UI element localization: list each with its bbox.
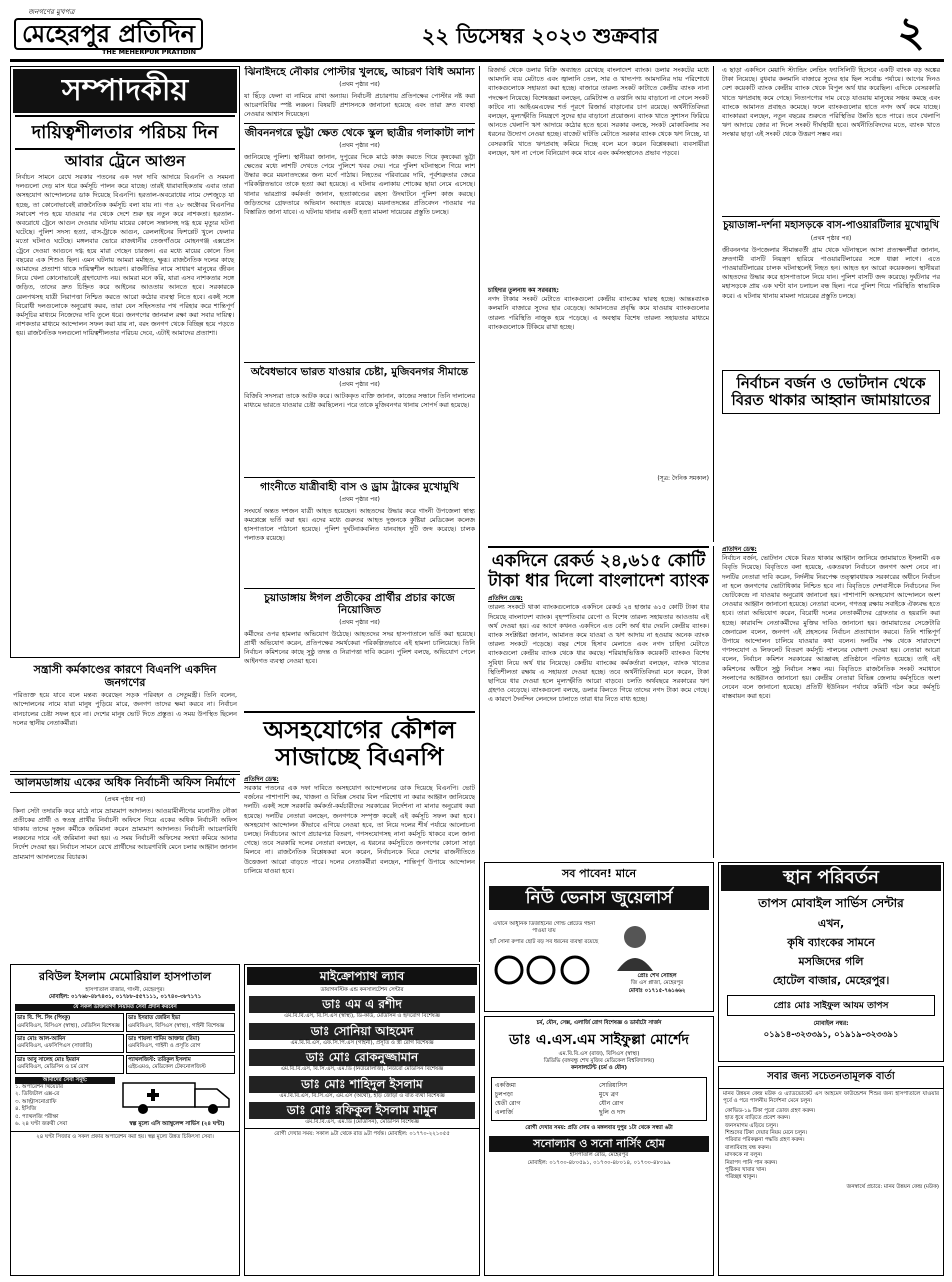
awareness-item: পরিবার পরিকল্পনা পদ্ধতি গ্রহণ করুন। <box>725 1137 805 1144</box>
ad-awareness-intro: মানব উন্নয়ন কেন্দ্র মউক ও এ্যাডভোকেট এস আহমেদ ফাউন্ডেশন শিশুর জন্য হাসপাতালে যাওয়ার পূর্বে ও পরে পালনীয় নির্দেশনা মেনে চলুন। <box>723 1091 939 1105</box>
ad-hospital-footer: ২৪ ঘণ্টা সিজার ও সকল প্রকার অপারেশন করা হয়। স্বল্প মূল্যে উন্নত চিকিৎসা সেবা। <box>11 1131 239 1143</box>
story-border-title: অবৈধভাবে ভারত যাওয়ার চেষ্টা, মুজিবনগর সীমান্তে <box>250 365 469 378</box>
story-bank-byline: প্রতিদিন ডেস্ক: <box>488 595 523 603</box>
editorial-body: নির্বাচন সামনে রেখে সরকার পতনের এক দফা দাবি আদায়ে বিএনপি ও সমমনা দলগুলো দেড় মাস ধরে কর্মসূচি পালন করে যাচ্ছে। তারই ধারাবাহিকতায় এবার তারা অসহযোগ আন্দোলনের ডাক দিয়েছে বিএনপি। হরতাল-অবরোধের নামে দেশজুড়ে যা হচ্ছে, তা কোনোভাবেই রাজনৈতিক কর্মসূচি বলা যায় না। গত ২৮ অক্টোবর বিএনপির সমাবেশ পণ্ড হয়ে যাওয়ার পর থেকে দেশে শুরু হয় নতুন করে নাশকতা। হরতাল-অবরোধে ট্রেনে আগুন দেওয়ার ঘটনায় মায়ের কোলে সন্তানসহ দগ্ধ হয়ে মৃত্যুর ঘটনা ঘটেছে। পুলিশ সদস্য হত্যা, বাস-ট্রাকে আগুন, রেললাইনের ফিশপ্লেট খুলে ফেলার মতো ঘটনাও ঘটেছে। মঙ্গলবার ভোরে রাজধানীর তেজগাঁওয়ে মোহনগঞ্জ এক্সপ্রেস ট্রেনে দেওয়া আগুনে দগ্ধ হয়ে মারা গেছেন চারজন। এর মধ্যে মায়ের কোলে তিন বছরের এক শিশুও ছিল। এমন ঘটনায় আমরা মর্মাহত, ক্ষুব্ধ। রাজনৈতিক দলের কাছে আমাদের প্রত্যাশা থাকে দায়িত্বশীল আচরণ। রাজনীতির নামে সাধারণ মানুষের জীবন নিয়ে খেলা কোনোভাবেই গ্রহণযোগ্য নয়। আমরা মনে করি, যারা এসব নাশকতার সঙ্গে জড়িত, তাদের দ্রুত চিহ্নিত করে আইনের আওতায় আনতে হবে। সরকারকে রেলপথসহ যাত্রী নিরাপত্তা নিশ্চিত করতে আরো কঠোর ব্যবস্থা নিতে হবে। একই সঙ্গে বিরোধী দলগুলোকে অনুরোধ করব, তারা যেন সহিংসতার পথ পরিহার করে শান্তিপূর্ণ কর্মসূচির মাধ্যমে নিজেদের দাবি তুলে ধরে। জনগণের জানমাল রক্ষা করা সবার দায়িত্ব। নাশকতার মাধ্যমে আন্দোলন সফল করা যায় না, বরং জনগণ থেকে বিচ্ছিন্ন হয়ে পড়তে হয়। রাজনৈতিক দলগুলো দায়িত্বশীলতার পরিচয় দেবে, এটাই আমাদের প্রত্যাশা। <box>16 172 234 338</box>
story-bank-cont-body2: নগদ টাকার সংকট মেটাতে ব্যাংকগুলো কেন্দ্রীয় ব্যাংকের দ্বারস্থ হচ্ছে। আন্তঃব্যাংক কলমানি বাজারে সুদের হার বেড়েছে। আমানতের প্রবৃদ্ধি কমে যাওয়ায় ব্যাংকগুলোর তারল্য পরিস্থিতি নাজুক হয়ে পড়েছে। এ অবস্থায় বিশেষ তারল্য সহায়তার মাধ্যমে ব্যাংকগুলোকে টিকিয়ে রাখা হচ্ছে। <box>488 295 709 331</box>
lab-doctor-name: ডাঃ মোঃ শাহিদুল ইসলাম <box>249 1076 475 1093</box>
ad-skin-name: ডাঃ এ.এস.এম সাইফুল্লা মোর্শেদ <box>509 1032 689 1049</box>
lab-doctor-info: এম.বি.বি.এস, বি.সি.এস, এম.এস (অর্থো), হাড় জোড়া ও বাত ব্যথা বিশেষজ্ঞ <box>279 1092 445 1099</box>
ad-jewellery-phone: মোবাঃ ০১৭১৫-৭৬১৬৬২ <box>628 987 686 994</box>
treatment-item: শ্বেতী রোগ <box>495 1099 521 1107</box>
story-bank-main <box>484 546 714 858</box>
doctor-card <box>15 1034 124 1053</box>
story-ganti-body: সংঘর্ষে অন্তত দশজন যাত্রী আহত হয়েছেন। আহতদের উদ্ধার করে গাংনী উপজেলা স্বাস্থ্য কমপ্লেক্সে ভর্তি করা হয়। এদের মধ্যে গুরুতর আহত দুজনকে কুষ্টিয়া মেডিকেল কলেজ হাসপাতালে পাঠানো হয়েছে। পুলিশ দুর্ঘটনাকবলিত যানবাহন দুটি জব্দ করেছে। চালক পলাতক রয়েছে। <box>244 506 475 543</box>
treatment-item: এলার্জি <box>495 1108 513 1116</box>
column-three <box>484 66 714 542</box>
lab-doctor-name: ডাঃ মোঃ রোকনুজ্জামান <box>249 1049 475 1066</box>
awareness-item: শিশুদের টিকা দেয়ার নিয়ম মেনে চলুন। <box>725 1130 808 1137</box>
lab-doctor-info: এম.বি.বি.এস, এম.ডি (মেডিসিন), মেডিসিন বিশেষজ্ঞ <box>305 1119 419 1126</box>
treatment-item: চুলপড়া <box>495 1090 513 1098</box>
story-bank-cont-body: রিজার্ভ থেকে ডলার বিক্রি অব্যাহত রেখেছে বাংলাদেশ ব্যাংক। ডলার সংকটের মধ্যে আমদানি ব্যয় মেটাতে এবং জ্বালানি তেল, সার ও খাদ্যপণ্য আমদানির দায় পরিশোধে ব্যাংকগুলোকে সহায়তা করা হচ্ছে। বাজারে তারল্য সংকট কাটাতে কেন্দ্রীয় ব্যাংক নানা পদক্ষেপ নিয়েছে। বিশেষজ্ঞরা বলছেন, রেমিট্যান্স ও রপ্তানি আয় বাড়ানো না গেলে সংকট কাটবে না। আইএমএফের শর্ত পূরণে রিজার্ভ বাড়ানোর চাপ রয়েছে। অর্থনীতিবিদরা বলছেন, মূল্যস্ফীতি নিয়ন্ত্রণে সুদের হার বাড়ানো প্রয়োজন। ব্যাংক খাতে সুশাসন ফিরিয়ে আনতে খেলাপি ঋণ আদায়ে কঠোর হতে হবে। সরকার বলছে, সংকট মোকাবিলায় সব ধরনের উদ্যোগ নেওয়া হচ্ছে। বাজেট ঘাটতি মেটাতে সরকার ব্যাংক থেকে ঋণ নিচ্ছে, যা বেসরকারি খাতে ঋণপ্রবাহ কমিয়ে দিচ্ছে বলে মনে করেন বিশ্লেষকরা। ব্যবসায়ীরা বলছেন, ঋণ না পেলে বিনিয়োগ কমে যাবে এবং কর্মসংস্থানেও প্রভাব পড়বে। <box>488 66 709 157</box>
awareness-item: পরিচ্ছন্ন থাকুন। <box>725 1174 758 1181</box>
story-border-continued: (প্রথম পৃষ্ঠার পর) <box>339 380 380 388</box>
ad-hospital-address: হাসপাতাল বাজার, গাংনী, মেহেরপুর। <box>85 987 165 993</box>
ad-lab-footer: রোগী দেখার সময়: সকাল ৯টা থেকে রাত ৯টা পর্যন্ত। মোবাইল: ০১৭৭০-২২১০৫৫ <box>245 1128 479 1140</box>
ad-hospital-phone: মোবাইল: ০১৭৬৮-৪৮৭৪৩১, ০১৭৮৮-৫৫৭১১১, ০১৭৪০-৩৮৭১৭১ <box>48 994 202 1001</box>
story-jibannagar <box>244 124 475 363</box>
ad-relocation <box>718 862 944 1062</box>
treatment-item: যৌন রোগ <box>599 1099 624 1107</box>
ad-skin-role: কনসালটেন্ট (চর্ম ও যৌন) <box>571 1065 627 1072</box>
editorial-title: দায়িত্বশীলতার পরিচয় দিন <box>15 115 235 150</box>
story-bus-title: চুয়াডাঙ্গা-দর্শনা মহাসড়কে বাস-পাওয়ারটিলার মুখোমুখি <box>723 220 939 231</box>
awareness-item: কোভিড-১৯ টিকা পুরো ডোজ গ্রহণ করুন। <box>725 1107 816 1114</box>
service-item: ৫. প্যাথলজি পরীক্ষা <box>15 1113 59 1120</box>
ad-skin-hospital-addr: হাসপাতাল রোড, মেহেরপুর <box>569 1152 629 1159</box>
ad-skin-schedule: রোগী দেখার সময়: প্রতি সোম ও মঙ্গলবার দুপুর ১টা থেকে সন্ধ্যা ৬টা <box>525 1124 673 1131</box>
story-alamdanga <box>10 774 240 960</box>
lab-doctor-name: ডাঃ এম এ রশীদ <box>249 996 475 1013</box>
page-number: ২ <box>897 7 925 56</box>
editorial-column <box>10 66 240 658</box>
lab-doctor <box>249 1076 475 1100</box>
masthead-name-en: THE MEHERPUR PRATIDIN <box>102 48 197 56</box>
story-alamdanga-title: আলমডাঙ্গায় একের অধিক নির্বাচনী অফিস নির্মাণে <box>10 774 240 793</box>
story-chuadanga-title: চুয়াডাঙ্গায় ঈগল প্রতীকের প্রার্থীর প্রচার কাজে নিয়োজিত <box>264 591 455 616</box>
story-jamaat-title <box>722 370 940 415</box>
ad-lab-subtitle: ডায়াগনস্টিক এন্ড কনসালটেশন সেন্টার <box>320 987 404 993</box>
story-jamaat-body: নির্বাচন বর্জন, ভোটদান থেকে বিরত থাকার আহ্বান জানিয়ে জামায়াতে ইসলামী এক বিবৃতি দিয়েছে। বিবৃতিতে বলা হয়েছে, একতরফা নির্বাচনে জনগণ অংশ নেবে না। দলটির নেতারা দাবি করেন, নির্দলীয় নিরপেক্ষ তত্ত্বাবধায়ক সরকারের অধীনে নির্বাচন না হলে জনগণের ভোটাধিকার নিশ্চিত হবে না। বিবৃতিতে দেশবাসীকে নির্বাচনের দিন ভোটকেন্দ্রে না যাওয়ার অনুরোধ জানানো হয়। পাশাপাশি অসহযোগ আন্দোলনে অংশ নেওয়ার আহ্বান জানানো হয়েছে। নেতারা বলেন, গণতন্ত্র রক্ষায় সবাইকে ঐক্যবদ্ধ হতে হবে। তারা অভিযোগ করেন, বিরোধী দলের নেতাকর্মীদের গ্রেফতার ও হয়রানি করা হচ্ছে। কারাবন্দি নেতাকর্মীদের মুক্তির দাবিও জানানো হয়। জামায়াতের সেক্রেটারি জেনারেল বলেন, জনগণ এই প্রহসনের নির্বাচন প্রত্যাখ্যান করবে। তিনি শান্তিপূর্ণ উপায়ে আন্দোলন চালিয়ে যাওয়ার কথা বলেন। দলটির পক্ষ থেকে সারাদেশে গণসংযোগ ও লিফলেট বিতরণ কর্মসূচি পালনের ঘোষণা দেওয়া হয়। নেতারা আরো বলেন, নির্বাচন কমিশন সরকারের আজ্ঞাবহ প্রতিষ্ঠানে পরিণত হয়েছে। তাই এই কমিশনের অধীনে সুষ্ঠু নির্বাচন সম্ভব নয়। বিবৃতিতে রাজনৈতিক সংকট সমাধানে সংলাপের আহ্বানও জানানো হয়। কেন্দ্রীয় নেতারা বিভিন্ন জেলায় কর্মসূচিতে অংশ নেবেন বলে জানানো হয়েছে। প্রতিটি ইউনিয়ন পর্যায়ে কমিটি গঠন করে কর্মসূচি বাস্তবায়ন করা হবে। <box>722 554 940 701</box>
story-bnp-noncooperation <box>244 713 475 962</box>
service-item: ৬. ২৪ ঘণ্টা জরুরী সেবা <box>15 1121 68 1128</box>
ad-jewellery-slogan: সব পাবেন! মানে <box>561 867 637 880</box>
lab-doctor <box>249 996 475 1020</box>
story-jhenaidah-continued: (প্রথম পৃষ্ঠার পর) <box>339 81 380 89</box>
doctor-name: ডাঃ শায়লা শামিম আক্তার (রিমা) <box>128 1036 200 1043</box>
ad-hospital-title: রবিউল ইসলাম মেমোরিয়াল হাসপাতাল <box>39 970 211 983</box>
story-jibannagar-title: জীবননগরে ভুট্টা ক্ষেত থেকে স্কুল ছাত্রীর গলাকাটা লাশ <box>244 126 475 139</box>
story-jamaat-byline: প্রতিদিন ডেস্ক: <box>722 546 757 553</box>
ad-awareness-footer: জনস্বার্থে প্রচারে: মানব উন্নয়ন কেন্দ্র (মউক) <box>846 1183 939 1190</box>
lab-doctor-name: ডাঃ সোনিয়া আহমেদ <box>249 1023 475 1040</box>
story-jibannagar-continued: (প্রথম পৃষ্ঠার পর) <box>339 141 380 149</box>
story-ganti-continued: (প্রথম পৃষ্ঠার পর) <box>339 495 380 503</box>
doctor-info: এমবিবিএস, মেডিসিন ও চর্ম রোগ <box>17 1064 89 1071</box>
doctor-name: প্যাথলজিস্ট: তরিকুল ইসলাম <box>128 1056 191 1063</box>
ad-hospital-notice: যে সকল ডাক্তারগণ নিয়মিত সেবা প্রদান করবেন <box>15 1004 235 1011</box>
doctor-card <box>15 1013 124 1032</box>
doctor-card <box>126 1013 235 1032</box>
story-bnp-title-1: অসহযোগের কৌশল <box>263 715 456 744</box>
story-bank-cont-subhead: চাহিদার তুলনায় কম সরবরাহ: <box>488 287 559 294</box>
service-item: ১. অপারেশন থিয়েটার <box>15 1084 63 1091</box>
masthead <box>10 6 944 62</box>
treatment-item: একজিমা <box>495 1081 516 1089</box>
doctor-name: ডাঃ বি. পি. সিং (পিংকু) <box>17 1015 71 1022</box>
awareness-item: হাত ধুয়ে বাড়িতে প্রবেশ করুন। <box>725 1115 791 1122</box>
ad-skin-degrees: এম.বি.বি.এস (রাজ), বিসিএস (স্বাস্থ্য) <box>558 1050 640 1057</box>
ad-hospital-services <box>11 1074 239 1129</box>
ad-hospital <box>10 964 240 1276</box>
ad-relocation-header: স্থান পরিবর্তন <box>721 865 941 891</box>
doctor-info: এমবিবিএস, গাইনী ও প্রসূতি রোগ <box>128 1043 201 1050</box>
story-bnp-byline: প্রতিদিন ডেস্ক: <box>244 775 279 783</box>
doctor-name: ডাঃ আবু সালেহ মোঃ ইমরান <box>17 1056 80 1063</box>
story-bus-continued: (প্রথম পৃষ্ঠার পর) <box>810 234 852 242</box>
treatment-item: ছুলি ও দাদ <box>599 1108 626 1116</box>
doctor-card <box>126 1055 235 1074</box>
ad-skin-hospital-phone: মোবাইল: ০১৭৩০-৪৮০৫৯১, ০১৭৩০-৪৮০১৪, ০১৭৩০-৪৮০৯৯ <box>527 1159 671 1166</box>
doctor-name: ডাঃ মোঃ আল-আমিন <box>17 1036 66 1043</box>
story-alamdanga-continued: (প্রথম পৃষ্ঠার পর) <box>104 795 146 803</box>
column-two <box>244 66 480 962</box>
editorial-banner: সম্পাদকীয় <box>13 69 237 113</box>
ad-lab <box>244 964 480 1276</box>
masthead-name: মেহেরপুর প্রতিদিন <box>14 18 203 50</box>
story-alamdanga-body: কিনা সেটা তদারকি করে মাঠে নামে ভ্রাম্যমাণ আদালত। আওয়ামীলীগের মনোনীত নৌকা প্রতীকের প্রার্থী ও স্বতন্ত্র প্রার্থীর নির্বাচনী অফিসে গিয়ে একের অধিক নির্বাচনী অফিস থাকায় তাদের দুজন কর্মীকে জরিমানা করেন ভ্রাম্যমাণ আদালত। নির্বাচনী আচরণবিধি লঙ্ঘনের দায়ে এই জরিমানা করা হয়। এ সময় নির্বাচনী অফিসের সংখ্যা কমিয়ে আনার নির্দেশ দেওয়া হয়। নির্বাচন সামনে রেখে প্রার্থীদের আচরণবিধি মেনে চলার আহ্বান জানান ভ্রাম্যমাণ আদালতের বিচারক। <box>13 806 237 861</box>
treatment-item: সোরিয়াসিস <box>599 1081 628 1089</box>
doctor-info: এমবিবিএস, বিসিএস (স্বাস্থ্য), গাইনী বিশেষজ্ঞ <box>128 1022 225 1029</box>
story-ganti <box>244 478 475 589</box>
masthead-tagline: জনগণের মুখপত্র <box>28 8 75 16</box>
story-bus-body: জীবননগর উপজেলার সীমান্তবর্তী গ্রাম থেকে ঘটনাস্থলে আসা প্রত্যক্ষদর্শীরা জানান, দ্রুতগামী বাসটি নিয়ন্ত্রণ হারিয়ে পাওয়ারটিলারের সঙ্গে ধাক্কা লাগে। এতে পাওয়ারটিলারের চালক ঘটনাস্থলেই নিহত হন। আহত হন আরো কয়েকজন। স্থানীয়রা আহতদের উদ্ধার করে হাসপাতালে নিয়ে যান। পুলিশ বাসটি জব্দ করেছে। দুর্ঘটনার পর মহাসড়কে প্রায় এক ঘণ্টা যান চলাচল বন্ধ ছিল। পরে পুলিশ গিয়ে পরিস্থিতি স্বাভাবিক করে। এ ঘটনায় থানায় মামলা দায়েরের প্রস্তুতি চলছে। <box>722 245 940 300</box>
story-bnp-title-2: সাজাচ্ছে বিএনপি <box>275 743 444 772</box>
lab-doctor-name: ডাঃ মোঃ রফিকুল ইসলাম মামুন <box>249 1102 475 1119</box>
lab-doctor <box>249 1102 475 1126</box>
story-jamaat-title-1: নির্বাচন বর্জন ও ভোটদান থেকে <box>736 373 926 392</box>
story-bnp-terror-body: পরিত্যক্ত হয়ে যাবে বলে মন্তব্য করেছেন সড়ক পরিবহন ও সেতুমন্ত্রী। তিনি বলেন, আন্দোলনের নামে যারা মানুষ পুড়িয়ে মারে, জনগণ তাদের ক্ষমা করবে না। নির্বাচন বানচালের চেষ্টা সফল হবে না। দেশের মানুষ ভোট দিতে প্রস্তুত। এ সময় উপস্থিত ছিলেন দলের স্থানীয় নেতাকর্মীরা। <box>13 691 237 727</box>
services-title: আমাদের সেবা সমূহ: <box>15 1077 115 1084</box>
masthead-logo <box>10 6 240 58</box>
ad-jewellery <box>484 862 714 1012</box>
ad-relocation-line1: এখন, <box>817 917 845 930</box>
story-bnp-body: সরকার পতনের এক দফা দাবিতে অসহযোগ আন্দোলনের ডাক দিয়েছে বিএনপি। ভোট বর্জনের পাশাপাশি কর, খাজনা ও বিভিন্ন সেবার বিল পরিশোধ না করার আহ্বান জানিয়েছে দলটি। একই সঙ্গে সরকারি কর্মকর্তা-কর্মচারীদের সরকারের নির্দেশনা না মানার অনুরোধ করা হয়েছে। দলটির নেতারা বলছেন, জনগণকে সম্পৃক্ত করেই এই কর্মসূচি সফল করা হবে। অসহযোগ আন্দোলন কীভাবে এগিয়ে নেওয়া হবে, তা নিয়ে দলের শীর্ষ পর্যায়ে আলোচনা চলছে। নির্বাচনের আগে প্রচারপত্র বিতরণ, গণসংযোগসহ নানা কর্মসূচি থাকবে বলে জানা গেছে। তবে সরকারি দলের নেতারা বলছেন, এ ধরনের কর্মসূচিতে জনগণের কোনো সাড়া মিলবে না। রাজনৈতিক বিশ্লেষকরা মনে করেন, নির্বাচনকে ঘিরে দেশের রাজনীতিতে উত্তেজনা আরো বাড়তে পারে। দলের নেতাকর্মীরা বলছেন, শান্তিপূর্ণ উপায়ে আন্দোলন চালিয়ে যাওয়া হবে। <box>244 784 475 875</box>
story-bank-title-1: একদিনে রেকর্ড ২৪,৬১৫ কোটি <box>488 546 709 572</box>
ad-relocation-owner: প্রোঃ মোঃ সাইফুল আযম তাপস <box>727 995 935 1016</box>
doctor-info: এমবিবিএস, এফসিপিএস (সার্জারি) <box>17 1043 93 1050</box>
masthead-date: ২২ ডিসেম্বর ২০২৩ শুক্রবার <box>421 24 659 48</box>
ad-skin-treatments <box>491 1077 707 1121</box>
person-icon <box>613 921 657 971</box>
story-border <box>244 363 475 478</box>
story-border-body: বিজিবি সদস্যরা তাকে আটক করে। আটককৃত ব্যক্তি জানান, কাজের সন্ধানে তিনি দালালের মাধ্যমে ভারতে যাওয়ার চেষ্টা করছিলেন। পরে তাকে মুজিবনগর থানায় সোপর্দ করা হয়েছে। <box>244 391 475 409</box>
story-ganti-title: গাংনীতে যাত্রীবাহী বাস ও ড্রাম ট্রাকের মুখোমুখি <box>260 480 459 493</box>
story-bus-accident <box>722 216 940 366</box>
doctor-name: ডাঃ ইসরাত জেরিন ইভা <box>128 1015 181 1022</box>
ad-awareness-title: সবার জন্য সচেতনতামূলক বার্তা <box>719 1067 943 1089</box>
ad-relocation-name: তাপস মোবাইল সার্ভিস সেন্টার <box>758 896 904 910</box>
treatment-item: মুখে ব্রণ <box>599 1090 619 1098</box>
editorial-subtitle: আবার ট্রেনে আগুন <box>64 151 186 170</box>
awareness-item: মাদককে না বলুন। <box>725 1152 763 1159</box>
ad-jewellery-name: নিউ ভেনাস জুয়েলার্স <box>489 886 709 910</box>
lab-doctor-info: এম.বি.বি.এস, বি.সি.এস (স্বাস্থ্য), ডি-কার্ড, মেডিসিন ও হৃদরোগ বিশেষজ্ঞ <box>284 1013 440 1020</box>
ad-jewellery-desc2: হ্যাঁ সোনা রুপার ছোট বড় সব ধরনের ব্যবস্থা রয়েছে <box>489 938 599 945</box>
awareness-item: জনসমাগম এড়িয়ে চলুন। <box>725 1122 779 1129</box>
ad-jewellery-address: জি এস প্লাজা, মেহেরপুর <box>630 980 684 987</box>
lab-doctor-info: এম.বি.বি.এস, এফ.সি.পি.এস (গাইনী), প্রসূতি ও স্ত্রী রোগ বিশেষজ্ঞ <box>290 1039 434 1046</box>
ad-relocation-line3: মসজিদের গলি <box>798 955 864 968</box>
ad-hospital-ambulance: স্বল্প মূল্যে এসি অ্যাম্বুলেন্স সার্ভিস (২৪ ঘণ্টা) <box>129 1120 225 1127</box>
doctor-info: এমবিবিএস, বিসিএস (স্বাস্থ্য), মেডিসিন বিশেষজ্ঞ <box>17 1022 120 1029</box>
ad-jewellery-portrait <box>613 921 657 971</box>
doctor-info: এইচএমও, মেডিকেল টেকনোলজিস্ট <box>128 1064 206 1071</box>
story-right1-body: এ ছাড়া একদিনে মেয়াদি স্ট্যান্ডিং লেন্ডিং ফ্যাসিলিটি হিসেবে একটি ব্যাংক বড় অঙ্কের টাকা নিয়েছে। বুধবার কলমানি বাজারে সুদের হার ছিল সর্বোচ্চ পর্যায়ে। আগের দিনও বেশ কয়েকটি ব্যাংক কেন্দ্রীয় ব্যাংক থেকে বিপুল অর্থ ধার করেছিল। এদিকে বেসরকারি খাতে ঋণপ্রবাহ কমে গেছে। নিত্যপণ্যের দাম বেড়ে যাওয়ায় মানুষের সঞ্চয় কমছে এবং ব্যাংকে আমানত প্রবাহও কমেছে। ফলে ব্যাংকগুলোর হাতে নগদ অর্থ কমে যাচ্ছে। ব্যাংকাররা বলছেন, নতুন বছরের শুরুতে পরিস্থিতির উন্নতি হতে পারে। তবে খেলাপি ঋণ আদায়ে জোর না দিলে সংকট দীর্ঘস্থায়ী হবে। অর্থনীতিবিদদের মতে, ব্যাংক খাতে সংস্কার ছাড়া এই সংকট থেকে উত্তরণ সম্ভব নয়। <box>722 66 940 139</box>
ad-awareness <box>718 1066 944 1276</box>
story-chuadanga-body: কর্মীদের ওপর হামলার অভিযোগ উঠেছে। আহতদের সদর হাসপাতালে ভর্তি করা হয়েছে। প্রার্থী অভিযোগ করেন, প্রতিপক্ষের সমর্থকেরা পরিকল্পিতভাবে এই হামলা চালিয়েছে। তিনি নির্বাচন কমিশনের কাছে সুষ্ঠু তদন্ত ও নিরাপত্তা দাবি করেন। পুলিশ বলছে, অভিযোগ পেলে আইনগত ব্যবস্থা নেওয়া হবে। <box>244 629 475 666</box>
ad-relocation-line4: হোটেল বাজার, মেহেরপুর। <box>772 974 890 987</box>
awareness-item: পুষ্টিকর খাবার খান। <box>725 1167 767 1174</box>
story-jhenaidah-body: যা ছিঁড়ে ফেলা বা নামিয়ে রাখা অন্যায়। নির্বাচনী প্রচারণায় প্রতিপক্ষের পোস্টার নষ্ট করা আচরণবিধির স্পষ্ট লঙ্ঘন। বিষয়টি প্রশাসনকে জানানো হয়েছে এবং তারা দ্রুত ব্যবস্থা নেওয়ার আশ্বাস দিয়েছেন। <box>244 92 475 119</box>
ad-relocation-mobile: ০১৯১৪-৩২৩৩৯১, ০১৯১৯-৩২৩৩৯১ <box>763 1030 899 1041</box>
story-chuadanga <box>244 589 475 713</box>
story-jamaat <box>718 546 944 858</box>
story-bnp-terror <box>10 662 240 772</box>
story-bank-body: তারল্য সংকটে থাকা ব্যাংকগুলোকে একদিনে রেকর্ড ২৪ হাজার ৬১৫ কোটি টাকা ধার দিয়েছে বাংলাদেশ ব্যাংক। বৃহস্পতিবার রেপো ও বিশেষ তারল্য সহায়তার আওতায় এই অর্থ দেওয়া হয়। এর আগে কখনও একদিনে এত বেশি অর্থ ধার দেয়নি কেন্দ্রীয় ব্যাংক। ব্যাংক সংশ্লিষ্টরা জানান, আমানত কমে যাওয়া ও ঋণ আদায় না হওয়ায় অনেক ব্যাংক তারল্য সংকটে পড়েছে। বছর শেষে হিসাব মেলাতে এবং নগদ চাহিদা মেটাতে ব্যাংকগুলো কেন্দ্রীয় ব্যাংক থেকে ধার করছে। শরিয়াহভিত্তিক কয়েকটি ব্যাংকও বিশেষ সুবিধা নিয়ে অর্থ ধার নিয়েছে। কেন্দ্রীয় ব্যাংকের কর্মকর্তারা বলছেন, ব্যাংক খাতের স্থিতিশীলতা রক্ষায় এ সহায়তা দেওয়া হচ্ছে। তবে অর্থনীতিবিদরা মনে করেন, টাকা ছাপিয়ে ধার দেওয়া হলে মূল্যস্ফীতি আরো বাড়বে। চলতি অর্থবছরে সরকারের ঋণ গ্রহণও বেড়েছে। ব্যাংকগুলো বলছে, ডলার কিনতে গিয়ে তাদের নগদ টাকা কমে গেছে। এ কারণে দৈনন্দিন লেনদেন চালাতে তারা ধার নিতে বাধ্য হচ্ছে। <box>488 603 709 704</box>
ad-jewellery-proprietor: প্রোঃ শেখ সোহিল <box>637 973 677 979</box>
ad-hospital-doctors <box>11 1013 239 1073</box>
ad-jewellery-desc1: এখানে আধুনিক ডিজাইনের গোল্ড প্লেটেড গহনা পাওয়া যায় <box>492 921 596 935</box>
doctor-card <box>15 1055 124 1074</box>
jewellery-icon <box>489 948 599 990</box>
story-bank-title-2: টাকা ধার দিলো বাংলাদেশ ব্যাংক <box>488 570 709 591</box>
ad-skin-extra: ডিডিভি (বঙ্গবন্ধু শেখ মুজিব মেডিকেল বিশ্ববিদ্যালয়) <box>543 1057 655 1064</box>
ad-skin-specialty: চর্ম, যৌন, সেক্স, এলার্জি রোগ বিশেষজ্ঞ ও ডার্মাটো সার্জন <box>536 1020 662 1026</box>
story-jibannagar-body: জানিয়েছে পুলিশ। স্থানীয়রা জানান, দুপুরের দিকে মাঠে কাজ করতে গিয়ে কৃষকেরা ভুট্টা ক্ষেতের মধ্যে লাশটি দেখতে পেয়ে পুলিশে খবর দেয়। পরে পুলিশ ঘটনাস্থলে গিয়ে লাশ উদ্ধার করে ময়নাতদন্তের জন্য মর্গে পাঠায়। নিহতের পরিবারের দাবি, পূর্বশত্রুতার জেরে পরিকল্পিতভাবে তাকে হত্যা করা হয়েছে। এ ঘটনায় এলাকায় শোকের ছায়া নেমে এসেছে। থানার ভারপ্রাপ্ত কর্মকর্তা জানান, হত্যাকাণ্ডের রহস্য উদঘাটনে পুলিশ কাজ করছে। জড়িতদের গ্রেফতারে অভিযান অব্যাহত রয়েছে। ময়নাতদন্তের প্রতিবেদন পাওয়ার পর বিস্তারিত জানা যাবে। এ ঘটনায় থানায় একটি হত্যা মামলা দায়েরের প্রস্তুতি চলছে। <box>244 152 475 216</box>
ad-awareness-list <box>719 1108 943 1182</box>
service-item: ৪. ইসিজি <box>15 1106 37 1113</box>
service-item: ৩. আল্ট্রাসনোগ্রাফি <box>15 1098 57 1105</box>
ambulance-icon <box>119 1077 235 1117</box>
ad-skin-hospital: সনোল্যাব ও সনো নার্সিং হোম <box>489 1136 709 1152</box>
story-jhenaidah <box>244 66 475 124</box>
ad-skin-doctor <box>484 1016 714 1276</box>
story-bank-cont-source: (সূত্র: দৈনিক সমকাল) <box>657 475 709 483</box>
lab-doctor-info: এম.বি.বি.এস, বি.সি.এস, এম.ডি (নিউরোলজি), নিউরো মেডিসিন বিশেষজ্ঞ <box>280 1066 444 1073</box>
awareness-item: নিরাপদ পানি পান করুন। <box>725 1159 778 1166</box>
story-jhenaidah-title: ঝিনাইদহে নৌকার পোস্টার খুলছে, আচরণ বিধি অমান্য <box>244 66 475 78</box>
ad-relocation-line2: কৃষি ব্যাংকের সামনে <box>787 936 875 949</box>
service-item: ২. ডিজিটাল এক্স-রে <box>15 1091 60 1098</box>
column-four <box>718 66 944 542</box>
story-chuadanga-continued: (প্রথম পৃষ্ঠার পর) <box>339 618 380 626</box>
ad-lab-title: মাইক্রোপ্যাথ ল্যাব <box>247 967 477 985</box>
lab-doctor <box>249 1049 475 1073</box>
doctor-card <box>126 1034 235 1053</box>
lab-doctor <box>249 1023 475 1047</box>
ad-relocation-mobile-label: মোবাইল নম্বর: <box>813 1020 849 1027</box>
awareness-item: বাল্যবিবাহ বন্ধ করুন। <box>725 1144 771 1151</box>
story-jamaat-title-2: বিরত থাকার আহ্বান জামায়াতের <box>731 390 931 409</box>
story-bnp-terror-title: সন্ত্রাসী কর্মকাণ্ডের কারণে বিএনপি একদিন জনগণের <box>33 663 217 689</box>
